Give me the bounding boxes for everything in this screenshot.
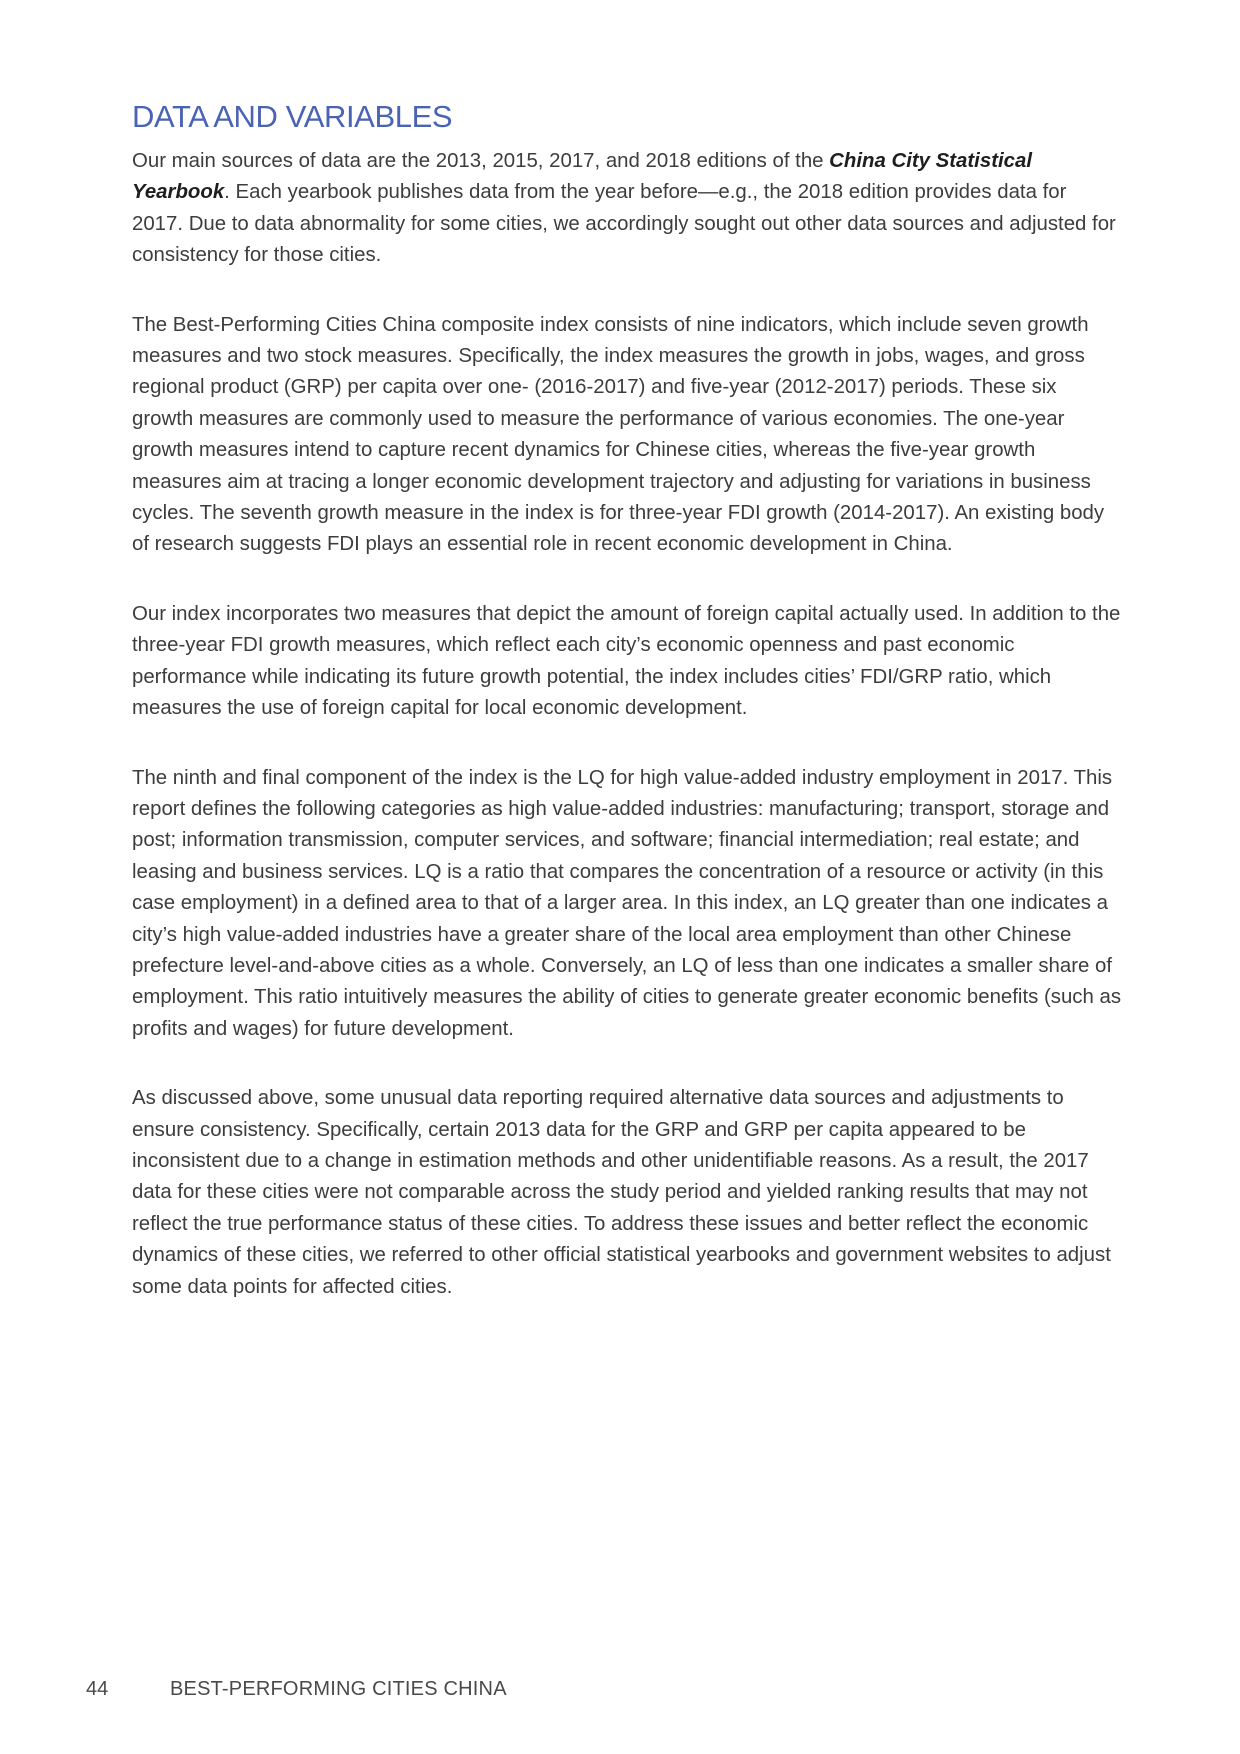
page-footer bbox=[86, 1676, 507, 1702]
running-title: BEST-PERFORMING CITIES CHINA bbox=[170, 1678, 507, 1700]
paragraph-text: Our main sources of data are the 2013, 2015, 2017, and 2018 editions of the bbox=[132, 150, 830, 172]
paragraph-index-composition: The Best-Performing Cities China composite index consists of nine indicators, which include seven growth measures and two stock measures. Specifically, the index measures the growth in jobs, wages, and gross regional product (GRP) per capita over one- (2016-2017) and five-year (2012-2017) periods. These six growth measures are commonly used to measure the performance of various economies. The one-year growth measures intend to capture recent dynamics for Chinese cities, whereas the five-year growth measures aim at tracing a longer economic development trajectory and adjusting for variations in business cycles. The seventh growth measure in the index is for three-year FDI growth (2014-2017). An existing body of research suggests FDI plays an essential role in recent economic development in China. bbox=[132, 313, 1105, 556]
paragraph-lq-component: The ninth and final component of the index is the LQ for high value-added industry employment in 2017. This report defines the following categories as high value-added industries: manufacturing; transport, storage and post; information transmission, computer services, and software; financial intermediation; real estate; and leasing and business services. LQ is a ratio that compares the concentration of a resource or activity (in this case employment) in a defined area to that of a larger area. In this index, an LQ greater than one indicates a city’s high value-added industries have a greater share of the local area employment than other Chinese prefecture level-and-above cities as a whole. Conversely, an LQ of less than one indicates a smaller share of employment. This ratio intuitively measures the ability of cities to generate greater economic benefits (such as profits and wages) for future development. bbox=[132, 766, 1122, 1040]
paragraph-data-sources bbox=[132, 146, 1122, 272]
yearbook-title: China City Statistical Yearbook bbox=[132, 150, 1032, 204]
paragraph-text: . Each yearbook publishes data from the year before—e.g., the 2018 edition provides data for 2017. Due to data abnormality for some cities, we accordingly sought out other data sources and adjusted for consistency for those cities. bbox=[132, 181, 1116, 267]
page-number: 44 bbox=[86, 1678, 109, 1700]
paragraph-foreign-capital: Our index incorporates two measures that depict the amount of foreign capital actually used. In addition to the three-year FDI growth measures, which reflect each city’s economic openness and past economic performance while indicating its future growth potential, the index includes cities’ FDI/GRP ratio, which measures the use of foreign capital for local economic development. bbox=[132, 602, 1121, 720]
main-content bbox=[132, 98, 1122, 1341]
paragraph-data-adjustments: As discussed above, some unusual data reporting required alternative data sources and adjustments to ensure consistency. Specifically, certain 2013 data for the GRP and GRP per capita appeared to be inconsistent due to a change in estimation methods and other unidentifiable reasons. As a result, the 2017 data for these cities were not comparable across the study period and yielded ranking results that may not reflect the true performance status of these cities. To address these issues and better reflect the economic dynamics of these cities, we referred to other official statistical yearbooks and government websites to adjust some data points for affected cities. bbox=[132, 1087, 1111, 1298]
section-title: DATA AND VARIABLES bbox=[132, 99, 453, 134]
